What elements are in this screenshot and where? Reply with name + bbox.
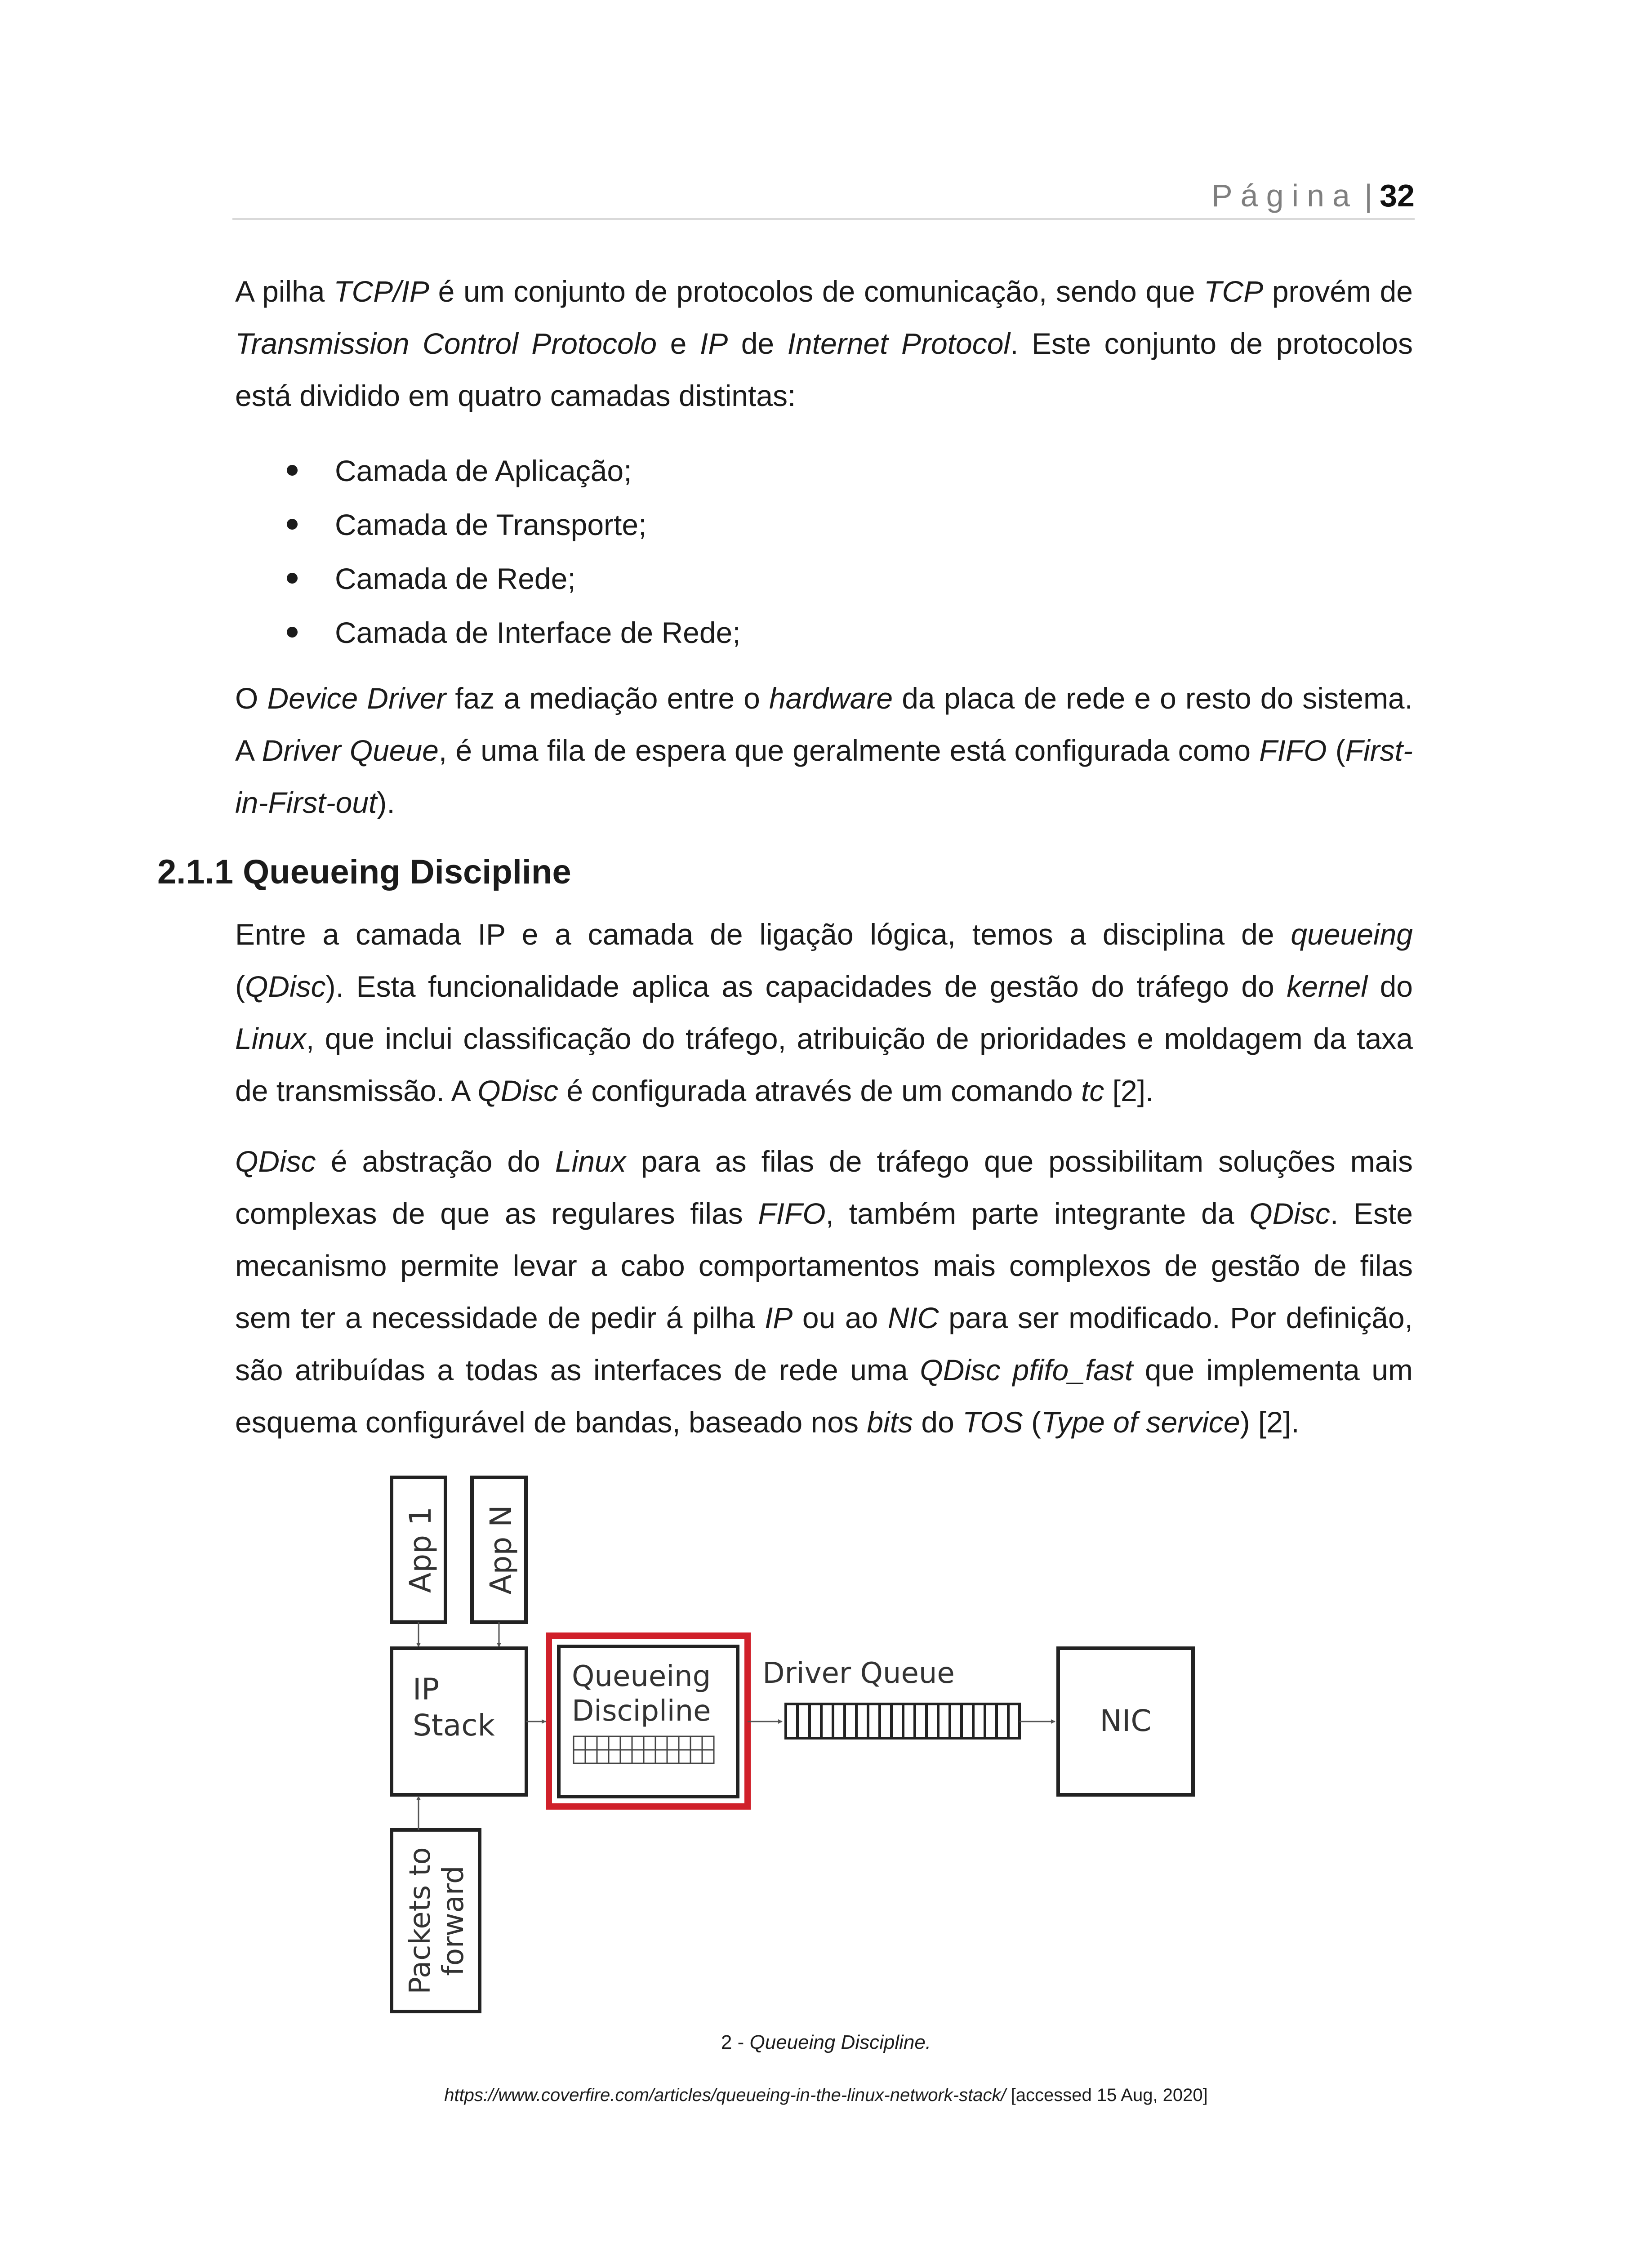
paragraph-tcpip: A pilha TCP/IP é um conjunto de protocolos de comunicação, sendo que TCP provém de Transmission Control Protocolo e IP de Internet Protocol. Este conjunto de protocolos está dividido em quatro camadas distintas:	[235, 275, 1413, 412]
ip-stack-label-line2: Stack	[413, 1708, 495, 1743]
bullet-icon	[287, 465, 298, 476]
page-header	[232, 173, 1415, 220]
bullet-icon	[287, 519, 298, 530]
qdisc-label-line2: Discipline	[572, 1695, 711, 1728]
page-separator: |	[1364, 178, 1373, 213]
list-item: Camada de Rede;	[235, 552, 1404, 606]
app-1-box	[392, 1477, 445, 1622]
page-word: Página	[1211, 178, 1358, 213]
layer-list	[235, 444, 1404, 660]
section-title: 2.1.1 Queueing Discipline	[157, 853, 571, 891]
app-1-label: App 1	[403, 1507, 438, 1593]
figure-caption: 2 - Queueing Discipline.	[721, 2031, 931, 2053]
bullet-icon	[287, 573, 298, 584]
ip-stack-label-line1: IP	[413, 1672, 440, 1707]
source-url: https://www.coverfire.com/articles/queueing-in-the-linux-network-stack/	[444, 2085, 1006, 2105]
paragraph-qdisc-intro: Entre a camada IP e a camada de ligação lógica, temos a disciplina de queueing (QDisc). Esta funcionalidade aplica as capacidades de gestão do tráfego do kernel do Linux, que inclui classificação do tráfego, atribuição de prioridades e moldagem da taxa de transmissão. A QDisc é configurada através de um comando tc [2].	[235, 918, 1413, 1107]
list-item: Camada de Interface de Rede;	[235, 606, 1404, 660]
queueing-discipline-box	[549, 1636, 748, 1806]
packets-to-forward-box	[392, 1830, 480, 2012]
driver-queue-label: Driver Queue	[762, 1657, 955, 1690]
packets-label-line2: forward	[437, 1865, 470, 1976]
app-n-label: App N	[484, 1505, 518, 1595]
page-number: 32	[1380, 178, 1415, 213]
driver-queue-cells-icon	[786, 1704, 1020, 1738]
figure-source	[0, 2082, 1652, 2109]
paragraph-qdisc-details: QDisc é abstração do Linux para as filas de tráfego que possibilitam soluções mais complexas de que as regulares filas FIFO, também parte integrante da QDisc. Este mecanismo permite levar a cabo comportamentos mais complexos de gestão de filas sem ter a necessidade de pedir á pilha IP ou ao NIC para ser modificado. Por definição, são atribuídas a todas as interfaces de rede uma QDisc pfifo_fast que implementa um esquema configurável de bandas, baseado nos bits do TOS (Type of service) [2].	[235, 1145, 1413, 1439]
list-item: Camada de Transporte;	[235, 498, 1404, 552]
paragraph-device-driver: O Device Driver faz a mediação entre o hardware da placa de rede e o resto do sistema. A Driver Queue, é uma fila de espera que geralmente está configurada como FIFO (First-in-First-out).	[235, 682, 1413, 819]
source-accessed: [accessed 15 Aug, 2020]	[1006, 2085, 1208, 2105]
app-n-box	[472, 1477, 526, 1622]
qdisc-bands-icon	[574, 1736, 714, 1763]
list-item: Camada de Aplicação;	[235, 444, 1404, 498]
bullet-icon	[287, 627, 298, 638]
page-number-label	[1211, 173, 1415, 218]
qdisc-label-line1: Queueing	[572, 1660, 711, 1693]
qdisc-diagram	[387, 1470, 1205, 2023]
driver-queue	[762, 1657, 1020, 1738]
packets-label-line1: Packets to	[404, 1847, 437, 1994]
nic-box	[1058, 1648, 1193, 1795]
ip-stack-box	[392, 1648, 526, 1795]
nic-label: NIC	[1100, 1704, 1152, 1738]
